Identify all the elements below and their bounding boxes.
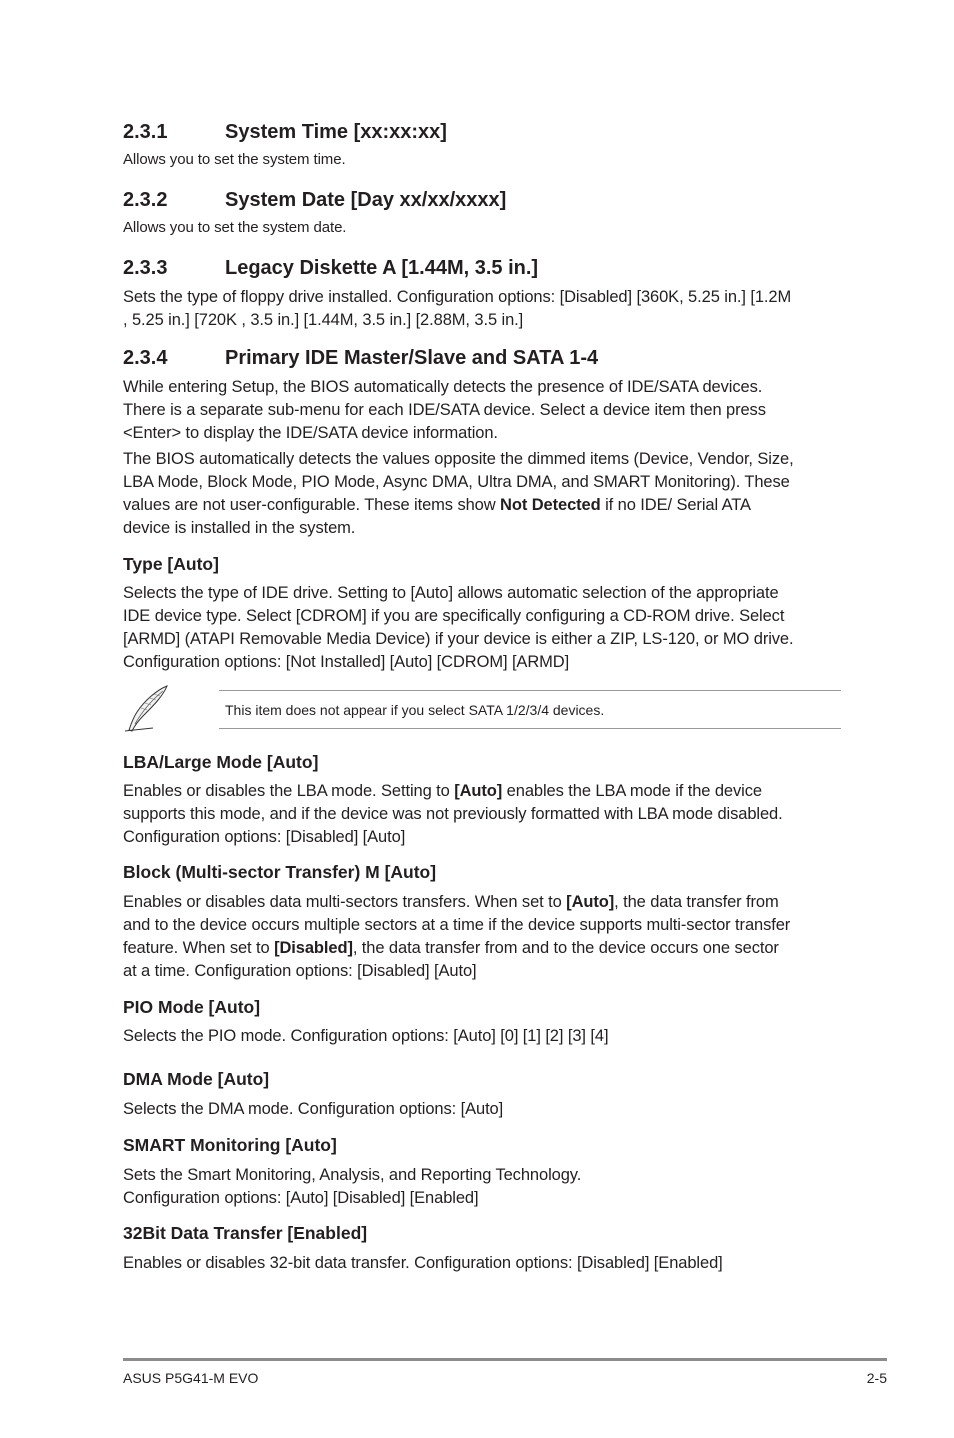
pio-description: Selects the PIO mode. Configuration options: [Auto] [0] [1] [2] [3] [4]	[123, 1027, 609, 1045]
pen-note-icon	[123, 684, 171, 734]
subsection-title-block: Block (Multi-sector Transfer) M [Auto]	[123, 862, 437, 882]
subsection-title-pio: PIO Mode [Auto]	[123, 997, 261, 1017]
page-content	[123, 117, 839, 1275]
ide-detect-paragraph: The BIOS automatically detects the values opposite the dimmed items (Device, Vendor, Size, LBA Mode, Block Mode, PIO Mode, Async DMA, Ultra DMA, and SMART Monitoring). These values are not user-configurable. These items show Not Detected if no IDE/ Serial ATA device is installed in the system.	[123, 450, 794, 537]
smart-description: Sets the Smart Monitoring, Analysis, and Reporting Technology. Configuration options: [Auto] [Disabled] [Enabled]	[123, 1166, 582, 1207]
subsection-title-32bit: 32Bit Data Transfer [Enabled]	[123, 1223, 368, 1243]
footer-divider	[123, 1358, 887, 1361]
subsection-title-type: Type [Auto]	[123, 554, 219, 574]
section-desc: Allows you to set the system date.	[123, 219, 347, 236]
type-description: Selects the type of IDE drive. Setting to [Auto] allows automatic selection of the appropriate IDE device type. Select [CDROM] if you are specifically configuring a CD-ROM drive. Select [ARMD] (ATAPI Removable Media Device) if your device is either a ZIP, LS-120, or MO drive. Configuration options: [Not Installed] [Auto] [CDROM] [ARMD]	[123, 584, 794, 671]
section-heading: System Time [xx:xx:xx]	[225, 121, 447, 143]
footer-page-number: 2-5	[866, 1370, 887, 1386]
section-title-system-date	[123, 185, 839, 215]
section-title-legacy-diskette	[123, 253, 839, 283]
subsection-title-smart: SMART Monitoring [Auto]	[123, 1135, 337, 1155]
section-title-system-time	[123, 117, 839, 147]
block-description: Enables or disables data multi-sectors transfers. When set to [Auto], the data transfer from and to the device occurs multiple sectors at a time if the device supports multi-sector transfer feature. When set to [Disabled], the data transfer from and to the device occurs one sector at a time. Configuration options: [Disabled] [Auto]	[123, 893, 791, 980]
subsection-title-dma: DMA Mode [Auto]	[123, 1069, 270, 1089]
section-title-primary-ide	[123, 343, 839, 373]
section-number: 2.3.2	[123, 189, 168, 211]
section-heading: Legacy Diskette A [1.44M, 3.5 in.]	[225, 257, 539, 279]
section-desc: Sets the type of floppy drive installed. Configuration options: [Disabled] [360K, 5.25 in.] [1.2M , 5.25 in.] [720K , 3.5 in.] [1.44M, 3.5 in.] [2.88M, 3.5 in.]	[123, 288, 792, 329]
ide-intro-paragraph: While entering Setup, the BIOS automatically detects the presence of IDE/SATA devices. There is a separate sub-menu for each IDE/SATA device. Select a device item then press <Enter> to display the IDE/SATA device information.	[123, 378, 766, 442]
lba-description: Enables or disables the LBA mode. Setting to [Auto] enables the LBA mode if the device supports this mode, and if the device was not previously formatted with LBA mode disabled. Configuration options: [Disabled] [Auto]	[123, 782, 783, 846]
section-number: 2.3.1	[123, 121, 168, 143]
page-footer	[123, 1358, 887, 1387]
section-number: 2.3.3	[123, 257, 168, 279]
section-number: 2.3.4	[123, 347, 168, 369]
footer-product-name: ASUS P5G41-M EVO	[123, 1370, 259, 1386]
section-heading: Primary IDE Master/Slave and SATA 1-4	[225, 347, 599, 369]
section-desc: Allows you to set the system time.	[123, 151, 346, 168]
note-text: This item does not appear if you select SATA 1/2/3/4 devices.	[219, 690, 841, 729]
subsection-title-lba: LBA/Large Mode [Auto]	[123, 752, 319, 772]
note-box	[123, 690, 839, 730]
section-heading: System Date [Day xx/xx/xxxx]	[225, 189, 507, 211]
dma-description: Selects the DMA mode. Configuration options: [Auto]	[123, 1100, 504, 1118]
bit32-description: Enables or disables 32-bit data transfer. Configuration options: [Disabled] [Enabled]	[123, 1254, 723, 1272]
